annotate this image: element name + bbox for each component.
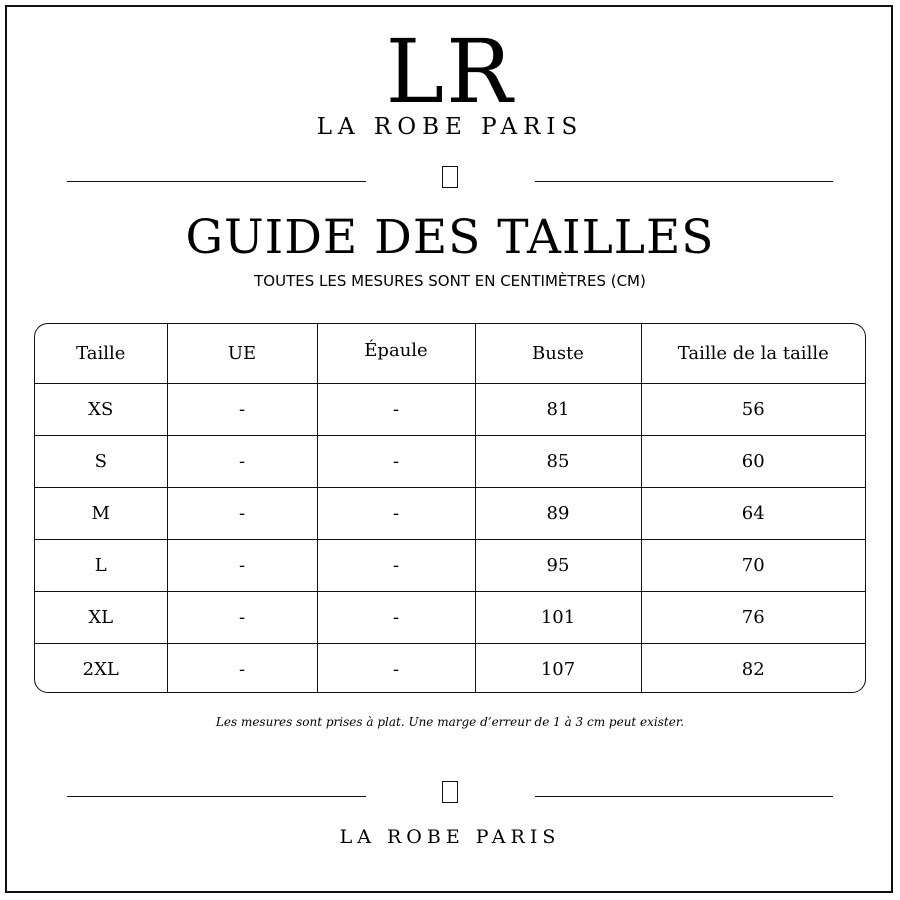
- measurement-note: Les mesures sont prises à plat. Une marge d’erreur de 1 à 3 cm peut exister.: [215, 715, 685, 729]
- cell-size: XL: [35, 591, 167, 643]
- table-header-row: [35, 324, 865, 383]
- divider-line-left: [67, 796, 366, 797]
- divider-line-right: [535, 181, 833, 182]
- cell-tour-de-taille: 70: [641, 539, 865, 591]
- bottom-divider: [67, 787, 833, 807]
- cell-epaule: -: [317, 435, 475, 487]
- cell-buste: 107: [475, 643, 641, 693]
- cell-size: M: [35, 487, 167, 539]
- divider-line-left: [67, 181, 366, 182]
- cell-tour-de-taille: 76: [641, 591, 865, 643]
- cell-buste: 101: [475, 591, 641, 643]
- cell-ue: -: [167, 643, 317, 693]
- cell-buste: 95: [475, 539, 641, 591]
- header-taille: Taille: [35, 324, 167, 383]
- cell-tour-de-taille: 82: [641, 643, 865, 693]
- table-row: [35, 383, 865, 435]
- header-epaule: Épaule: [317, 324, 475, 383]
- cell-size: S: [35, 435, 167, 487]
- cell-buste: 81: [475, 383, 641, 435]
- size-table: [35, 324, 865, 693]
- cell-epaule: -: [317, 591, 475, 643]
- cell-epaule: -: [317, 383, 475, 435]
- cell-buste: 85: [475, 435, 641, 487]
- logo-monogram: LR: [385, 20, 515, 123]
- page-subtitle: TOUTES LES MESURES SONT EN CENTIMÈTRES (CM): [254, 272, 646, 290]
- top-divider: [67, 172, 833, 192]
- size-table-container: [34, 323, 866, 693]
- header-buste: Buste: [475, 324, 641, 383]
- table-row: [35, 591, 865, 643]
- divider-line-right: [535, 796, 833, 797]
- cell-tour-de-taille: 56: [641, 383, 865, 435]
- table-row: [35, 539, 865, 591]
- cell-buste: 89: [475, 487, 641, 539]
- header-ue: UE: [167, 324, 317, 383]
- cell-epaule: -: [317, 487, 475, 539]
- cell-tour-de-taille: 60: [641, 435, 865, 487]
- table-row: [35, 643, 865, 693]
- cell-epaule: -: [317, 539, 475, 591]
- cell-ue: -: [167, 539, 317, 591]
- cell-epaule: -: [317, 643, 475, 693]
- page-title: GUIDE DES TAILLES: [185, 210, 715, 265]
- brand-name-footer: LA ROBE PARIS: [339, 826, 561, 848]
- cell-size: 2XL: [35, 643, 167, 693]
- cell-size: XS: [35, 383, 167, 435]
- cell-ue: -: [167, 591, 317, 643]
- cell-ue: -: [167, 487, 317, 539]
- cell-size: L: [35, 539, 167, 591]
- cell-tour-de-taille: 64: [641, 487, 865, 539]
- table-row: [35, 487, 865, 539]
- ornament-icon: [442, 781, 458, 803]
- brand-name-header: LA ROBE PARIS: [316, 114, 584, 140]
- header-tour-de-taille: Taille de la taille: [641, 324, 865, 383]
- cell-ue: -: [167, 435, 317, 487]
- cell-ue: -: [167, 383, 317, 435]
- table-row: [35, 435, 865, 487]
- ornament-icon: [442, 166, 458, 188]
